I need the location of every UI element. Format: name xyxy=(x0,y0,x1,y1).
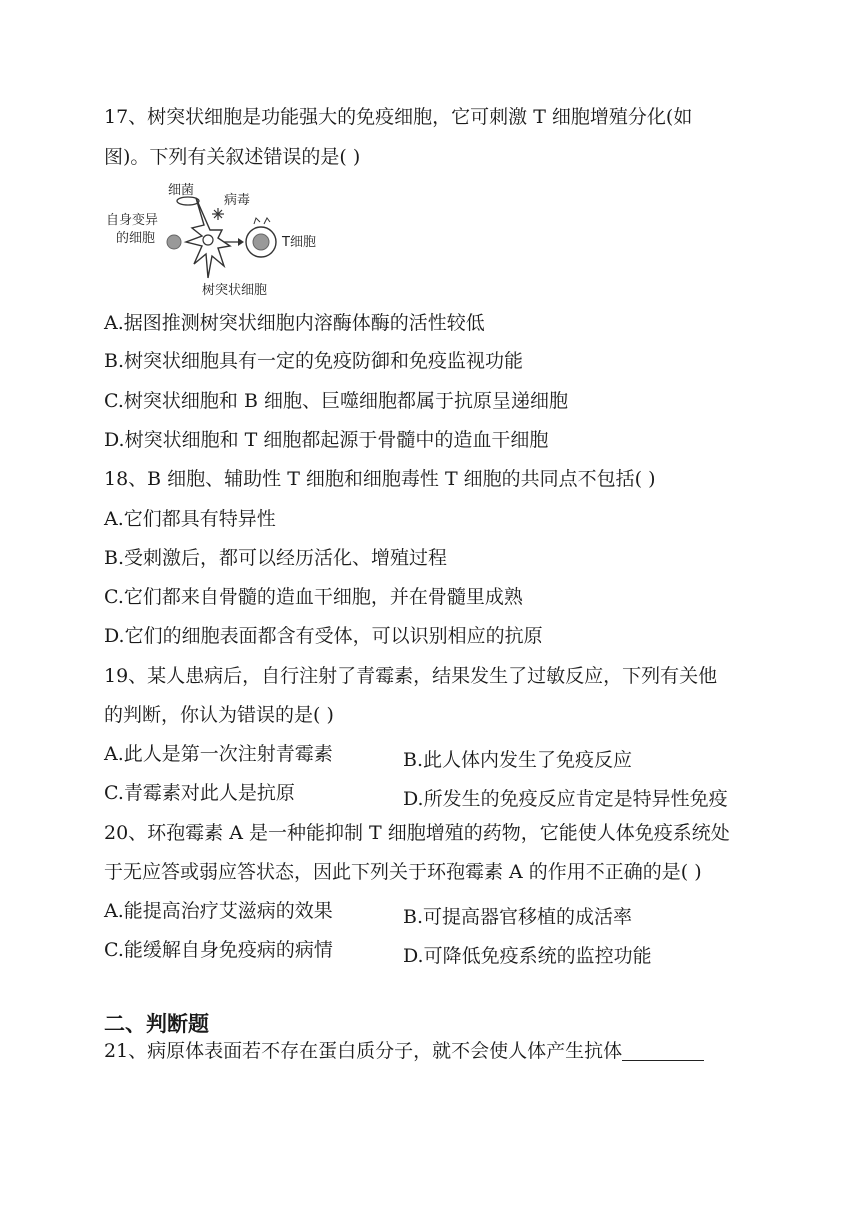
q17-option-d: D.树突状细胞和 T 细胞都起源于骨髓中的造血干细胞 xyxy=(104,429,549,451)
q20-options-row2 xyxy=(104,941,333,960)
q20-options-row1 xyxy=(104,902,333,921)
q21-answer-blank xyxy=(622,1042,704,1061)
q20-stem-line2: 于无应答或弱应答状态，因此下列关于环孢霉素 A 的作用不正确的是( ) xyxy=(104,861,702,883)
t-cell-nucleus xyxy=(253,234,269,250)
q19-stem-line1: 19、某人患病后，自行注射了青霉素，结果发生了过敏反应，下列有关他 xyxy=(104,665,718,687)
q21-text: 21、病原体表面若不存在蛋白质分子，就不会使人体产生抗体 xyxy=(104,1040,623,1062)
q19-options-row2 xyxy=(104,784,295,803)
q17-stem-line1: 17、树突状细胞是功能强大的免疫细胞，它可刺激 T 细胞增殖分化(如 xyxy=(104,106,693,128)
q19-option-c: C.青霉素对此人是抗原 xyxy=(104,782,295,804)
dendritic-cell-shape xyxy=(186,198,230,278)
label-dendritic-cell: 树突状细胞 xyxy=(202,283,268,298)
q18-option-b: B.受刺激后，都可以经历活化、增殖过程 xyxy=(104,547,448,569)
arrow-head-icon xyxy=(238,238,244,246)
t-cell-receptor-icon xyxy=(254,218,270,224)
q19-option-d: D.所发生的免疫反应肯定是特异性免疫 xyxy=(403,788,728,810)
q20-option-d: D.可降低免疫系统的监控功能 xyxy=(403,945,652,967)
q20-stem-line1: 20、环孢霉素 A 是一种能抑制 T 细胞增殖的药物，它能使人体免疫系统处 xyxy=(104,822,730,844)
mutated-cell-shape xyxy=(167,235,181,249)
q17-figure xyxy=(104,180,344,298)
q19-option-a: A.此人是第一次注射青霉素 xyxy=(104,743,333,765)
q20-option-c: C.能缓解自身免疫病的病情 xyxy=(104,939,333,961)
q20-option-a: A.能提高治疗艾滋病的效果 xyxy=(104,900,333,922)
q17-option-a: A.据图推测树突状细胞内溶酶体酶的活性较低 xyxy=(104,312,485,334)
label-virus: 病毒 xyxy=(224,193,251,208)
label-mutated-cell-1: 自身变异 xyxy=(106,213,159,228)
label-t-cell: T细胞 xyxy=(282,235,316,250)
q18-option-d: D.它们的细胞表面都含有受体，可以识别相应的抗原 xyxy=(104,625,543,647)
q21-line xyxy=(104,1042,704,1061)
q18-stem: 18、B 细胞、辅助性 T 细胞和细胞毒性 T 细胞的共同点不包括( ) xyxy=(104,468,656,490)
q19-options-row1 xyxy=(104,745,333,764)
q17-option-b: B.树突状细胞具有一定的免疫防御和免疫监视功能 xyxy=(104,350,524,372)
dendritic-cell-diagram xyxy=(104,180,344,298)
label-bacteria: 细菌 xyxy=(168,183,195,198)
q17-option-c: C.树突状细胞和 B 细胞、巨噬细胞都属于抗原呈递细胞 xyxy=(104,390,568,412)
q19-option-b: B.此人体内发生了免疫反应 xyxy=(403,749,633,771)
q18-option-a: A.它们都具有特异性 xyxy=(104,508,276,530)
virus-icon xyxy=(212,208,224,220)
q18-option-c: C.它们都来自骨髓的造血干细胞，并在骨髓里成熟 xyxy=(104,586,523,608)
q20-option-b: B.可提高器官移植的成活率 xyxy=(403,906,633,928)
section-heading: 二、判断题 xyxy=(104,1011,209,1036)
q17-stem-line2: 图)。下列有关叙述错误的是( ) xyxy=(104,146,361,168)
q19-stem-line2: 的判断，你认为错误的是( ) xyxy=(104,704,334,726)
label-mutated-cell-2: 的细胞 xyxy=(116,231,156,246)
dendritic-nucleus xyxy=(203,235,213,245)
